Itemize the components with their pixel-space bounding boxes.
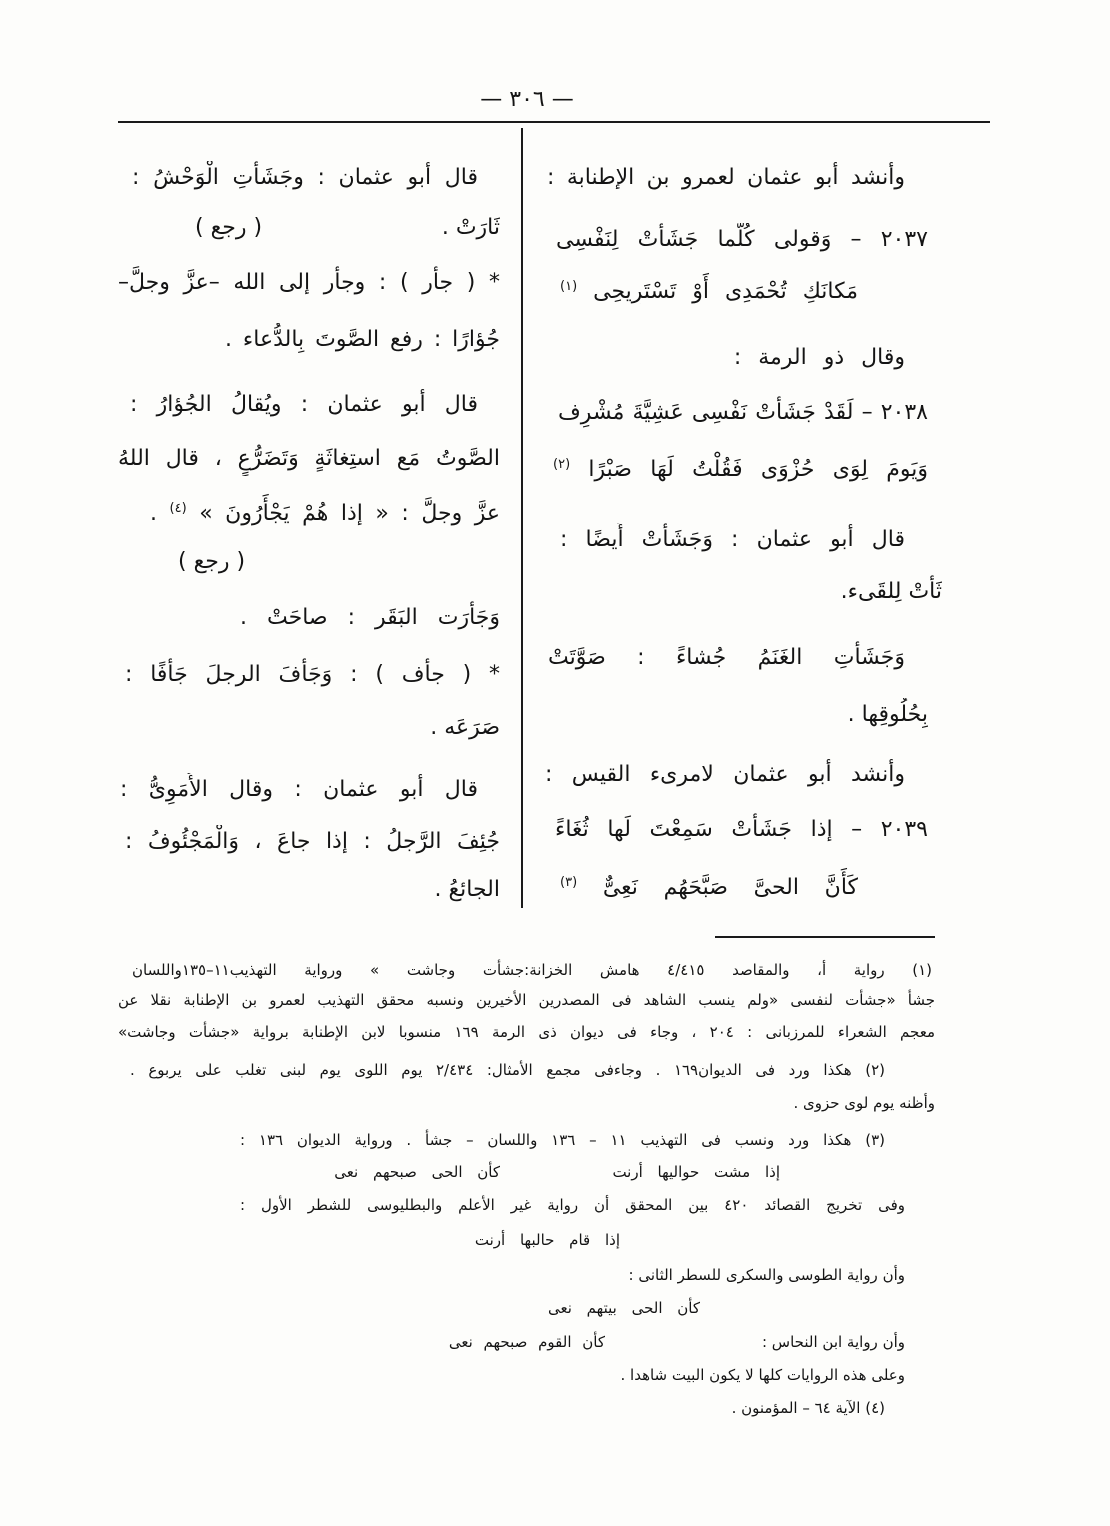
left-line: الجائعُ .: [434, 877, 500, 902]
left-line: جُؤارًا : رفع الصَّوتَ بِالدُّعاء .: [225, 327, 500, 352]
verse-line: [560, 866, 858, 900]
left-line: قال أبو عثمان : وجَشَأَتِ الْوَحْشُ :: [132, 165, 478, 190]
verse-line: [553, 448, 928, 482]
right-line: وأنشد أبو عثمان لعمرو بن الإطنابة :: [547, 165, 905, 190]
footnote-verse: إذا مشت حواليها أرنت: [612, 1163, 780, 1181]
verse-text: مَكانَكِ تُحْمَدِى أَوْ تَسْتَرِيحِى: [593, 279, 858, 304]
quran-quote: عزَّ وجلَّ : « إذا هُمْ يَجْأَرُونَ »: [199, 501, 500, 526]
verse-line: ٢٠٣٩ – إذا جَشَأَتْ سَمِعْتَ لَها ثُغَاءً: [555, 817, 928, 842]
left-line: قال أبو عثمان : وقال الأُمَوِىُّ :: [120, 777, 478, 802]
footnote-marker: (٢): [553, 457, 571, 472]
return-mark: ( رجع ): [195, 215, 263, 240]
page-number: — ٣٠٦ —: [480, 87, 574, 112]
left-line: * ( جأف ) : وَجَأَفَ الرجلَ جَأْفًا :: [125, 662, 500, 687]
verse-text: وَيَومَ لِوَى حُزْوَى فَقُلْتُ لَهَا صَبْرًا: [588, 457, 928, 482]
left-line: وَجَأَرَت البَقَر : صاحَتْ .: [240, 605, 500, 630]
footnote-line: وأن رواية ابن النحاس :: [761, 1333, 905, 1351]
right-line: بِحُلُوقِها .: [847, 702, 928, 727]
left-line: الصَّوتُ مَع استِغاثَةٍ وَتَضَرُّعٍ ، قال اللهُ: [118, 446, 500, 471]
footnote-line: (٢) هكذا ورد فى الديوان١٦٩ . وجاءفى مجمع الأمثال: ٢/٤٣٤ يوم اللوى يوم لبنى تغلب على يربوع .: [130, 1061, 885, 1079]
column-divider: [521, 128, 523, 908]
footnote-verse: كأن القوم صبحهم نعى: [448, 1333, 605, 1351]
header-rule: [118, 121, 990, 123]
verse-text: كَأَنَّ الحىَّ صَبَّحَهُم نَعِىٌّ: [602, 875, 858, 900]
footnote-verse: إذا قام حالبها أرنت: [474, 1231, 620, 1249]
left-line: قال أبو عثمان : ويُقالُ الجُؤارُ :: [130, 392, 478, 417]
verse-line: ٢٠٣٨ – لَقَدْ جَشَأَتْ نَفْسِى عَشِيَّةَ مُشْرِف: [558, 400, 928, 425]
footnote-verse: كأن الحى بيتهم نعى: [548, 1299, 700, 1317]
left-line: جُئِفَ الرَّجلُ : إذا جاعَ ، وَالْمَجْئُوفُ :: [125, 829, 500, 854]
right-line: قال أبو عثمان : وَجَشَأَتْ أَيضًا :: [560, 527, 905, 552]
line-end: .: [150, 501, 157, 526]
footnote-rule: [715, 936, 935, 938]
footnote-line: وأظنه يوم لوى حزوى .: [793, 1094, 935, 1112]
footnote-line: وعلى هذه الروايات كلها لا يكون البيت شاهدا .: [620, 1366, 905, 1384]
footnote-line: معجم الشعراء للمرزبانى : ٢٠٤ ، وجاء فى ديوان ذى الرمة ١٦٩ منسوبا لابن الإطنابة برواية «جشأت وجاشت»: [118, 1023, 935, 1041]
right-line: وقال ذو الرمة :: [733, 345, 905, 370]
footnote-marker: (٣): [560, 875, 578, 890]
right-line: وأنشد أبو عثمان لامرىء القيس :: [545, 762, 905, 787]
left-line: صَرَعَه .: [430, 715, 500, 740]
return-mark: ( رجع ): [178, 549, 246, 574]
right-line: وَجَشَأَتِ الغَنَمُ جُشاءً : صَوَّتَتْ: [548, 645, 905, 670]
footnote-marker: (٤): [169, 501, 187, 516]
footnote-line: وفى تخريج القصائد ٤٢٠ بين المحقق أن رواية غير الأعلم والبطليوسى للشطر الأول :: [240, 1196, 905, 1214]
footnote-verse: كأن الحى صبحهم نعى: [334, 1163, 500, 1181]
verse-line: [560, 270, 858, 304]
left-line: ثَارَتْ .: [441, 215, 500, 240]
footnote-marker: (١): [560, 279, 578, 294]
left-line: * ( جأر ) : وجأر إلى الله –عزَّ وجلَّ–: [118, 270, 500, 295]
left-line: [150, 492, 500, 526]
footnote-line: وأن رواية الطوسى والسكرى للسطر الثانى :: [628, 1266, 905, 1284]
footnote-line: جشأ «جشأت لنفسى «ولم ينسب الشاهد فى المصدرين الأخيرين ونسبه محقق التهذيب لعمرو بن الإطنابة نقلا عن: [118, 991, 935, 1009]
footnote-line: (٤) الآية ٦٤ – المؤمنون .: [731, 1399, 885, 1417]
footnote-line: (١) رواية أ، والمقاصد ٤/٤١٥ هامش الخزانة:جشأت وجاشت » ورواية التهذيب١١–١٣٥واللسان: [132, 961, 932, 979]
verse-line: ٢٠٣٧ – وَقولى كُلَّما جَشَأَتْ لِنَفْسِى: [556, 227, 928, 252]
footnote-line: (٣) هكذا ورد ونسب فى التهذيب ١١ – ١٣٦ واللسان – جشأ . ورواية الديوان ١٣٦ :: [240, 1131, 885, 1149]
right-line: ثَأَتْ لِلقَىء.: [840, 579, 942, 604]
